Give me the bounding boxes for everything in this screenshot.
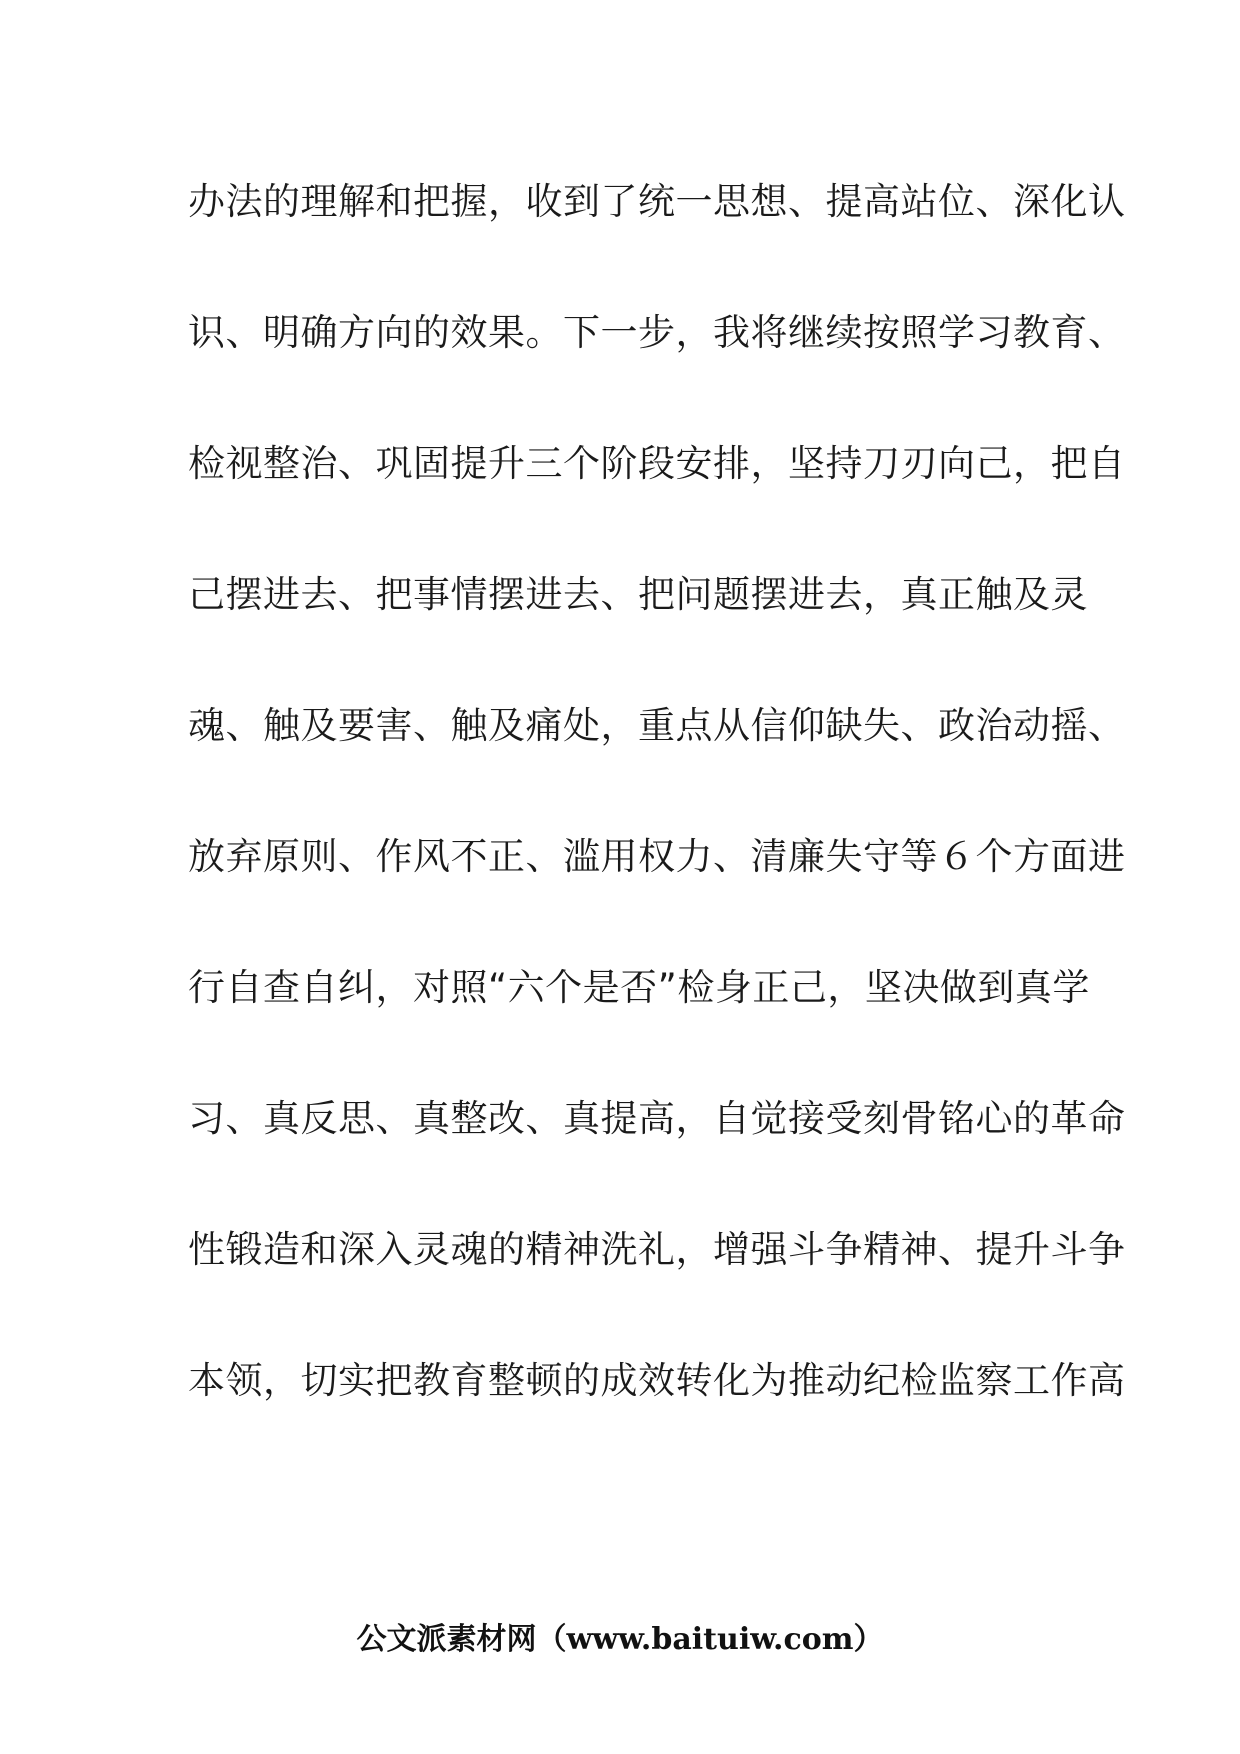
text-line: 性锻造和深入灵魂的精神洗礼，增强斗争精神、提升斗争 [188,1228,1126,1271]
text-line: 魂、触及要害、触及痛处，重点从信仰缺失、政治动摇、 [188,704,1126,747]
body-paragraph [188,172,1126,1482]
text-line: 办法的理解和把握，收到了统一思想、提高站位、深化认 [188,180,1126,223]
text-line: 检视整治、巩固提升三个阶段安排，坚持刀刃向己，把自 [188,442,1126,485]
text-line: 行自查自纠，对照“六个是否”检身正己，坚决做到真学 [188,966,1090,1009]
text-line: 习、真反思、真整改、真提高，自觉接受刻骨铭心的革命 [188,1097,1126,1140]
page-footer: 公文派素材网（www.baituiw.com） [356,1622,884,1657]
text-line: 识、明确方向的效果。下一步，我将继续按照学习教育、 [188,311,1126,354]
text-line: 己摆进去、把事情摆进去、把问题摆进去，真正触及灵 [188,573,1088,616]
text-line: 放弃原则、作风不正、滥用权力、清廉失守等６个方面进 [188,835,1126,878]
text-line: 本领，切实把教育整顿的成效转化为推动纪检监察工作高 [188,1359,1126,1402]
